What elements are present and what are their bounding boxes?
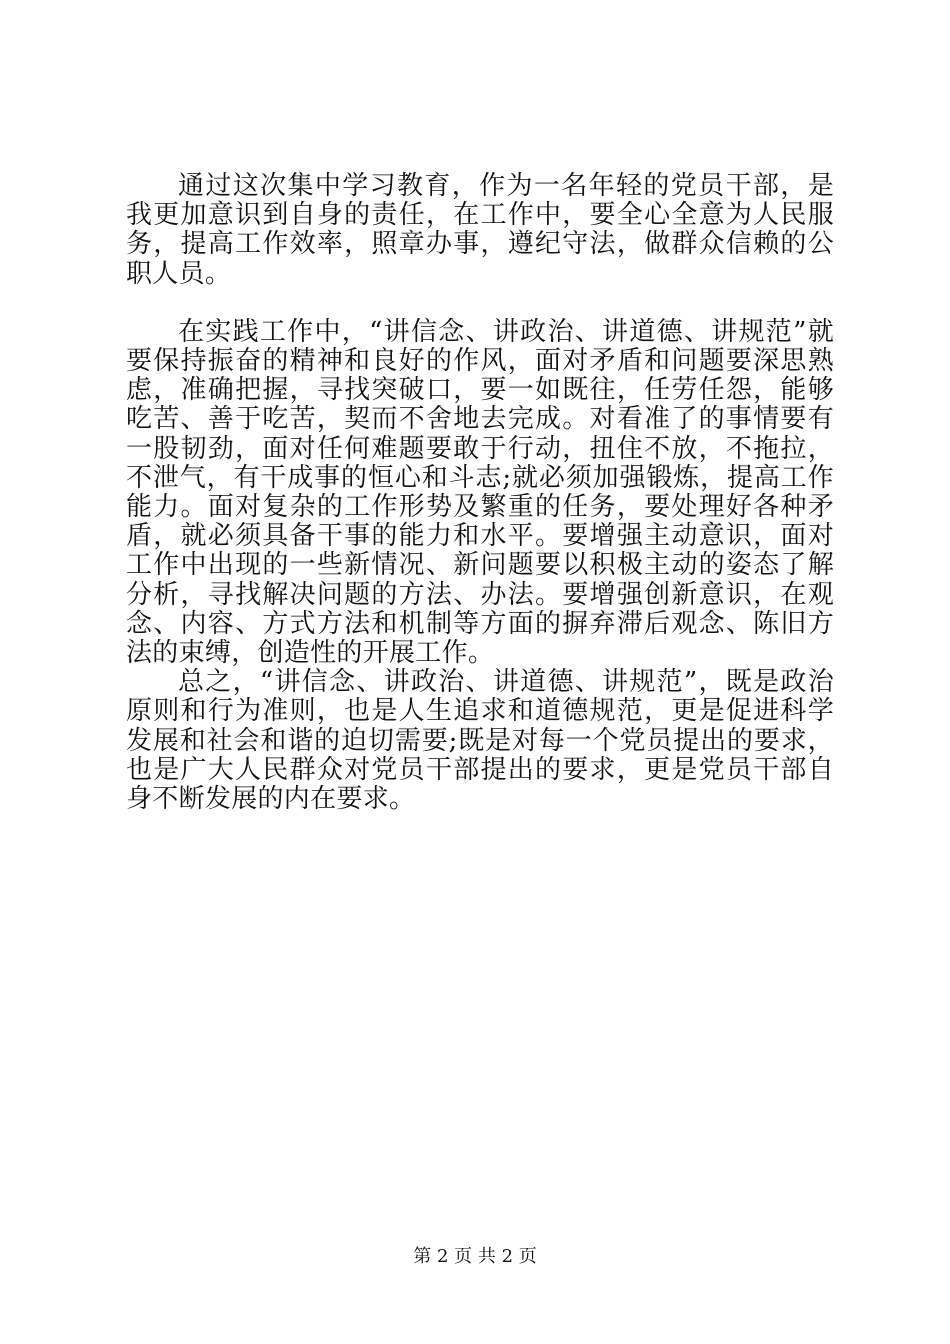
document-body	[126, 172, 834, 814]
paragraph-2: 在实践工作中，“讲信念、讲政治、讲道德、讲规范”就要保持振奋的精神和良好的作风，面对矛盾和问题要深思熟虑，准确把握，寻找突破口，要一如既往，任劳任怨，能够吃苦、善于吃苦，契而不舍地去完成。对看准了的事情要有一股韧劲，面对任何难题要敢于行动，扭住不放，不拖拉，不泄气，有干成事的恒心和斗志;就必须加强锻炼，提高工作能力。面对复杂的工作形势及繁重的任务，要处理好各种矛盾，就必须具备干事的能力和水平。要增强主动意识，面对工作中出现的一些新情况、新问题要以积极主动的姿态了解分析，寻找解决问题的方法、办法。要增强创新意识，在观念、内容、方式方法和机制等方面的摒弃滞后观念、陈旧方法的束缚，创造性的开展工作。	[126, 316, 834, 669]
paragraph-1: 通过这次集中学习教育，作为一名年轻的党员干部，是我更加意识到自身的责任，在工作中，要全心全意为人民服务，提高工作效率，照章办事，遵纪守法，做群众信赖的公职人员。	[126, 171, 834, 289]
paragraph-3: 总之，“讲信念、讲政治、讲道德、讲规范”，既是政治原则和行为准则，也是人生追求和道德规范，更是促进科学发展和社会和谐的迫切需要;既是对每一个党员提出的要求，也是广大人民群众对党员干部提出的要求，更是党员干部自身不断发展的内在要求。	[126, 667, 834, 815]
page-number-footer: 第 2 页 共 2 页	[413, 1246, 537, 1267]
